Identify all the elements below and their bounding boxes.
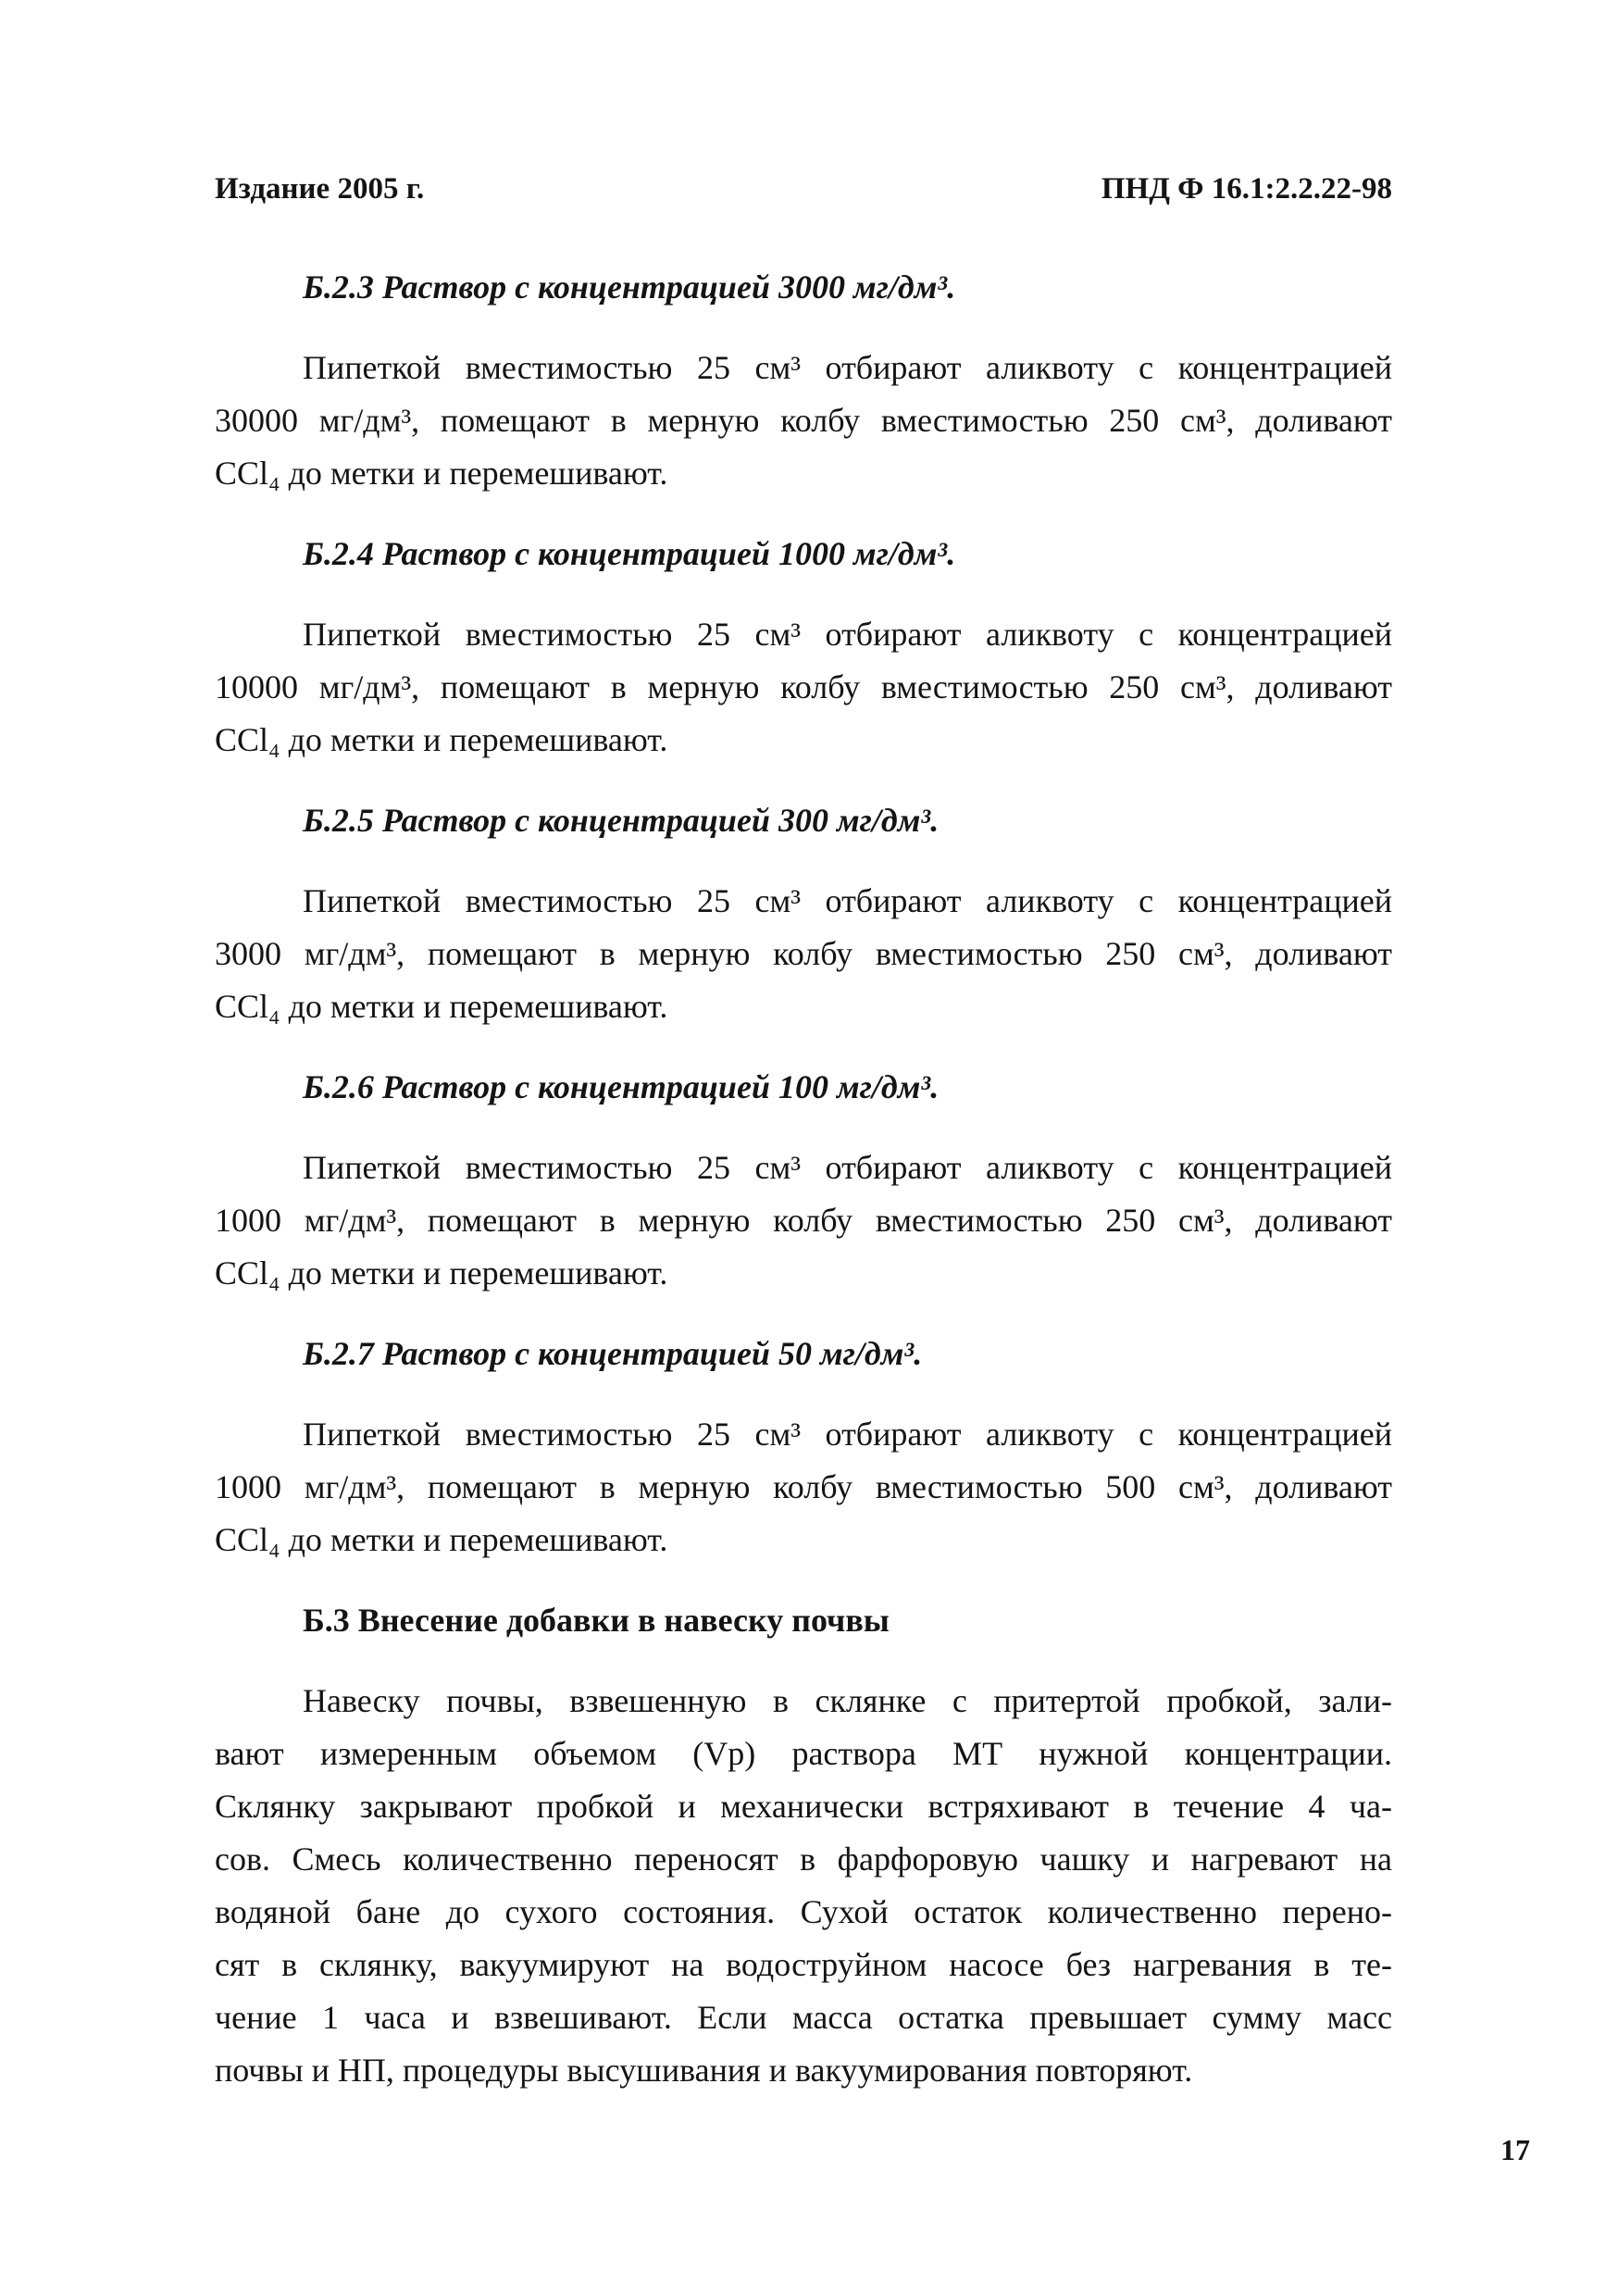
paragraph-line: почвы и НП, процедуры высушивания и вакуумирования повторяют.	[215, 2052, 1193, 2089]
paragraph-line: 1000 мг/дм³, помещают в мерную колбу вместимостью 250 см³, доливают	[215, 1202, 1392, 1239]
edition-label: Издание 2005 г.	[215, 172, 425, 206]
paragraph-line: 30000 мг/дм³, помещают в мерную колбу вместимостью 250 см³, доливают	[215, 402, 1392, 439]
section-heading: Б.3 Внесение добавки в навеску почвы	[303, 1602, 890, 1639]
section-b26	[215, 1061, 1392, 1300]
section-heading: Б.2.4 Раствор с концентрацией 1000 мг/дм³.	[303, 535, 956, 572]
section-b27	[215, 1328, 1392, 1566]
section-heading: Б.2.5 Раствор с концентрацией 300 мг/дм³.	[303, 802, 940, 839]
paragraph-line: Пипеткой вместимостью 25 см³ отбирают аликвоту с концентрацией	[303, 882, 1392, 919]
paragraph-line: CCl₄ до метки и перемешивают.	[215, 988, 668, 1025]
page-number: 17	[1500, 2133, 1530, 2166]
section-heading: Б.2.7 Раствор с концентрацией 50 мг/дм³.	[303, 1335, 923, 1372]
paragraph-line: 3000 мг/дм³, помещают в мерную колбу вместимостью 250 см³, доливают	[215, 935, 1392, 972]
paragraph-line: Пипеткой вместимостью 25 см³ отбирают аликвоту с концентрацией	[303, 1416, 1392, 1453]
paragraph-line: CCl₄ до метки и перемешивают.	[215, 455, 668, 492]
paragraph-line: Пипеткой вместимостью 25 см³ отбирают аликвоту с концентрацией	[303, 616, 1392, 653]
paragraph-line: CCl₄ до метки и перемешивают.	[215, 1254, 668, 1292]
paragraph-line: CCl₄ до метки и перемешивают.	[215, 721, 668, 758]
section-paragraph	[215, 342, 1392, 500]
section-heading: Б.2.3 Раствор с концентрацией 3000 мг/дм³.	[303, 268, 956, 306]
paragraph-line: Пипеткой вместимостью 25 см³ отбирают аликвоту с концентрацией	[303, 1149, 1392, 1186]
paragraph-line: вают измеренным объемом (Vр) раствора МТ нужной концентрации.	[215, 1735, 1392, 1772]
section-paragraph	[215, 1142, 1392, 1300]
paragraph-line: водяной бане до сухого состояния. Сухой остаток количественно перено-	[215, 1893, 1392, 1930]
section-paragraph	[215, 1408, 1392, 1566]
paragraph-line: сят в склянку, вакуумируют на водоструйном насосе без нагревания в те-	[215, 1946, 1392, 1983]
paragraph-line: Навеску почвы, взвешенную в склянке с притертой пробкой, зали-	[303, 1682, 1392, 1719]
section-b23	[215, 261, 1392, 500]
paragraph-line: 1000 мг/дм³, помещают в мерную колбу вместимостью 500 см³, доливают	[215, 1468, 1392, 1505]
section-b25	[215, 794, 1392, 1033]
paragraph-line: чение 1 часа и взвешивают. Если масса остатка превышает сумму масс	[215, 1999, 1392, 2036]
page-content	[215, 261, 1392, 2097]
paragraph-line: Пипеткой вместимостью 25 см³ отбирают аликвоту с концентрацией	[303, 349, 1392, 386]
paragraph-line: сов. Смесь количественно переносят в фарфоровую чашку и нагревают на	[215, 1841, 1392, 1878]
section-paragraph	[215, 1675, 1392, 2097]
page-header	[215, 172, 1392, 213]
paragraph-line: CCl₄ до метки и перемешивают.	[215, 1521, 668, 1558]
document-code: ПНД Ф 16.1:2.2.22-98	[1101, 172, 1392, 206]
paragraph-line: 10000 мг/дм³, помещают в мерную колбу вместимостью 250 см³, доливают	[215, 668, 1392, 705]
section-paragraph	[215, 608, 1392, 767]
section-b3	[215, 1594, 1392, 2097]
section-paragraph	[215, 875, 1392, 1033]
paragraph-line: Склянку закрывают пробкой и механически встряхивают в течение 4 ча-	[215, 1788, 1392, 1825]
section-b24	[215, 528, 1392, 767]
section-heading: Б.2.6 Раствор с концентрацией 100 мг/дм³.	[303, 1068, 940, 1105]
